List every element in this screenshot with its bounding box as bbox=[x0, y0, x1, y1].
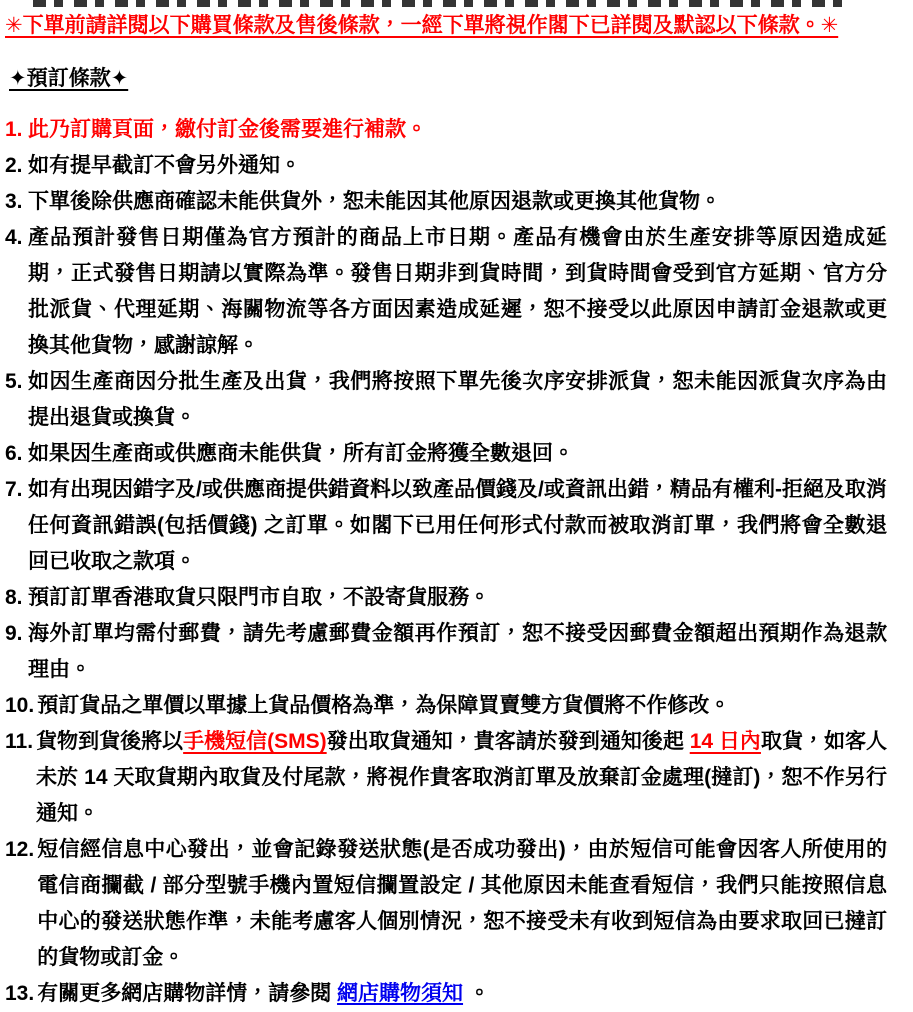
term-number: 11. bbox=[5, 730, 34, 753]
term-text bbox=[37, 688, 887, 724]
terms-list bbox=[5, 112, 887, 1012]
term-number: 6. bbox=[5, 442, 23, 465]
term-number: 3. bbox=[5, 190, 23, 213]
term-number: 10. bbox=[5, 694, 35, 717]
term-text-segment: 如因生產商因分批生產及出貨，我們將按照下單先後次序安排派貨，恕未能因派貨次序為由提出退貨或換貨。 bbox=[28, 370, 887, 429]
term-item bbox=[5, 472, 887, 580]
term-item bbox=[5, 184, 887, 220]
term-text bbox=[28, 184, 887, 220]
term-text bbox=[37, 832, 887, 976]
term-text bbox=[37, 976, 887, 1012]
term-text-segment: 預訂訂單香港取貨只限門市自取，不設寄貨服務。 bbox=[28, 586, 490, 609]
term-text bbox=[28, 436, 887, 472]
term-number: 5. bbox=[5, 370, 23, 393]
purchase-warning-header: ✳下單前請詳閱以下購買條款及售後條款，一經下單將視作閣下已詳閱及默認以下條款。✳ bbox=[5, 14, 839, 37]
term-text bbox=[28, 364, 887, 436]
term-text bbox=[28, 472, 887, 580]
term-item bbox=[5, 436, 887, 472]
store-shopping-notice-link[interactable]: 網店購物須知 bbox=[337, 982, 464, 1005]
term-item bbox=[5, 832, 887, 976]
term-item bbox=[5, 148, 887, 184]
term-number: 13. bbox=[5, 982, 35, 1005]
term-text bbox=[28, 616, 887, 688]
term-text-segment: 預訂貨品之單價以單據上貨品價格為準，為保障買賣雙方貨價將不作修改。 bbox=[37, 694, 731, 717]
term-text-segment: 產品預計發售日期僅為官方預計的商品上市日期。產品有機會由於生產安排等原因造成延期，正式發售日期請以實際為準。發售日期非到貨時間，到貨時間會受到官方延期、官方分批派貨、代理延期、海關物流等各方面因素造成延遲，恕不接受以此原因申請訂金退款或更換其他貨物，感謝諒解。 bbox=[28, 226, 887, 357]
term-item bbox=[5, 616, 887, 688]
highlighted-term-segment: 14 日內 bbox=[689, 730, 761, 753]
term-text-segment: 取貨，如客人未於 14 天取貨期內取貨及付尾款，將視作貴客取消訂單及放棄訂金處理(撻訂)，恕不作另行通知。 bbox=[36, 730, 888, 825]
term-text-segment: 此乃訂購頁面，繳付訂金後需要進行補款。 bbox=[28, 118, 427, 141]
term-text-segment: 如有提早截訂不會另外通知。 bbox=[28, 154, 301, 177]
term-item bbox=[5, 724, 887, 832]
term-text bbox=[28, 148, 887, 184]
term-text bbox=[28, 580, 887, 616]
term-text-segment: 發出取貨通知，貴客請於發到通知後起 bbox=[326, 730, 690, 753]
term-text-segment: 海外訂單均需付郵費，請先考慮郵費金額再作預訂，恕不接受因郵費金額超出預期作為退款理由。 bbox=[28, 622, 887, 681]
term-text bbox=[36, 724, 887, 832]
term-text-segment: 。 bbox=[463, 982, 490, 1005]
term-text-segment: 有關更多網店購物詳情，請參閱 bbox=[37, 982, 338, 1005]
highlighted-term-segment: 手機短信(SMS) bbox=[183, 730, 327, 753]
term-text bbox=[28, 112, 887, 148]
term-number: 1. bbox=[5, 118, 23, 141]
term-number: 7. bbox=[5, 478, 23, 501]
preorder-terms-section-title: ✦預訂條款✦ bbox=[9, 67, 129, 90]
term-text-segment: 貨物到貨後將以 bbox=[36, 730, 184, 753]
term-number: 8. bbox=[5, 586, 23, 609]
term-item bbox=[5, 976, 887, 1012]
term-text-segment: 如果因生產商或供應商未能供貨，所有訂金將獲全數退回。 bbox=[28, 442, 574, 465]
term-number: 4. bbox=[5, 226, 23, 249]
term-item bbox=[5, 364, 887, 436]
term-number: 9. bbox=[5, 622, 23, 645]
term-text-segment: 如有出現因錯字及/或供應商提供錯資料以致產品價錢及/或資訊出錯，精品有權利-拒絕及取消任何資訊錯誤(包括價錢) 之訂單。如閣下已用任何形式付款而被取消訂單，我們將會全數退回已收取之款項。 bbox=[28, 478, 887, 573]
cropped-text-top-edge bbox=[33, 0, 847, 7]
term-text-segment: 短信經信息中心發出，並會記錄發送狀態(是否成功發出)，由於短信可能會因客人所使用的電信商攔截 / 部分型號手機內置短信攔置設定 / 其他原因未能查看短信，我們只能按照信息中心的發送狀態作準，未能考慮客人個別情況，恕不接受未有收到短信為由要求取回已撻訂的貨物或訂金。 bbox=[37, 838, 887, 969]
term-number: 2. bbox=[5, 154, 23, 177]
term-item bbox=[5, 220, 887, 364]
term-text-segment: 下單後除供應商確認未能供貨外，恕未能因其他原因退款或更換其他貨物。 bbox=[28, 190, 721, 213]
term-number: 12. bbox=[5, 838, 35, 861]
term-item bbox=[5, 688, 887, 724]
term-item bbox=[5, 112, 887, 148]
term-text bbox=[28, 220, 887, 364]
term-item bbox=[5, 580, 887, 616]
